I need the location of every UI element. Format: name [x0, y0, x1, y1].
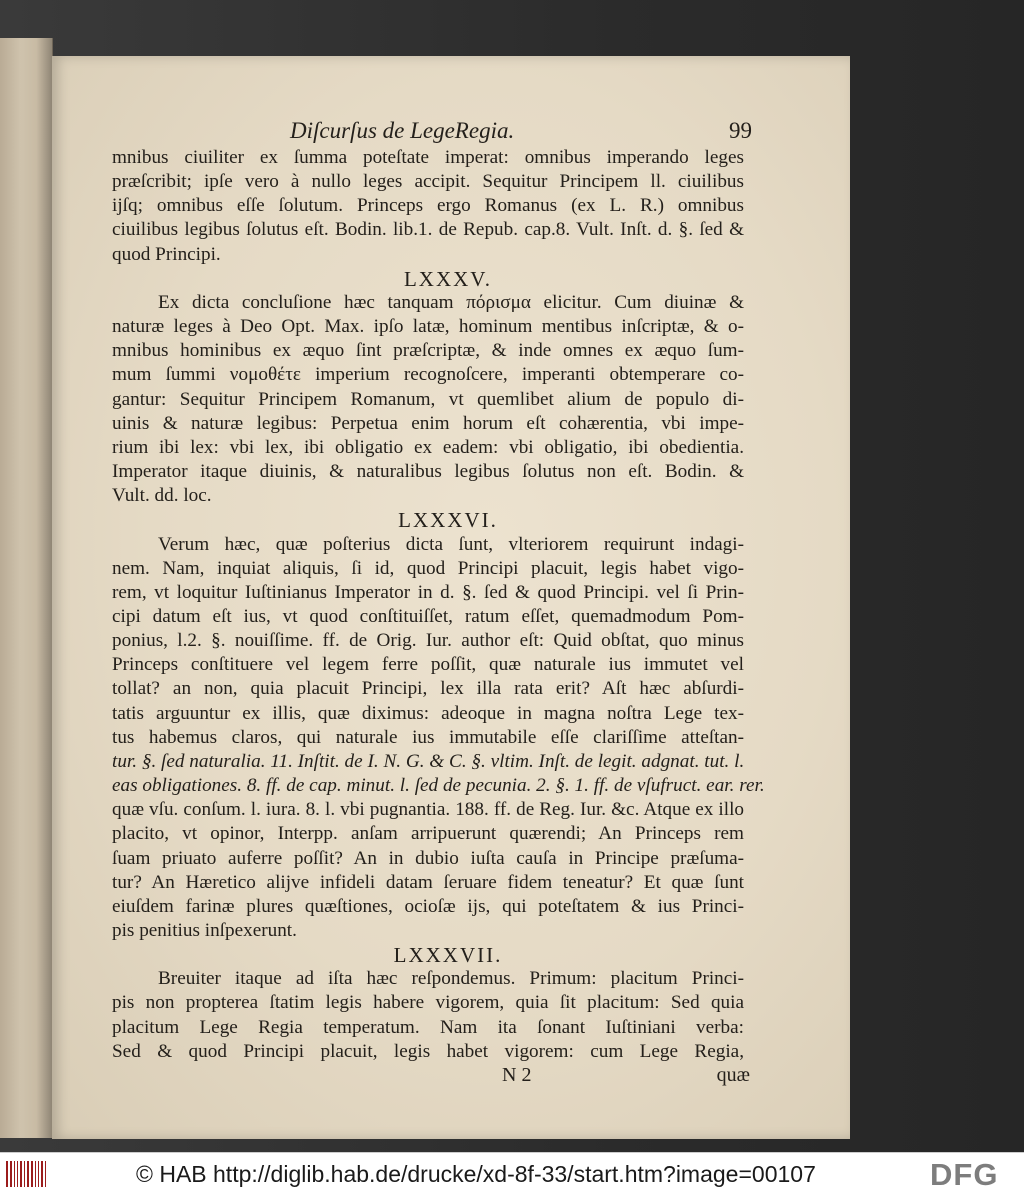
paragraph-2	[112, 291, 744, 508]
text-line: tus habemus claros, qui naturale ius immutabile eſſe clariſſime atteſtan-	[112, 726, 744, 748]
catchword: quæ	[716, 1063, 750, 1086]
book-page	[52, 56, 850, 1139]
text-line: Imperator itaque diuinis, & naturalibus legibus ſolutus non eſt. Bodin. &	[112, 461, 744, 483]
text-line: placito, vt opinor, Interpp. anſam arripuerunt quærendi; An Princeps rem	[112, 823, 744, 845]
text-line: placitum Lege Regia temperatum. Nam ita ſonant Iuſtiniani verba:	[112, 1016, 744, 1038]
paragraph-1	[112, 146, 744, 267]
text-line: uinis & naturæ legibus: Perpetua enim horum eſt cohærentia, vbi impe-	[112, 412, 744, 434]
page-number: 99	[729, 118, 752, 143]
text-line: rium ibi lex: vbi lex, ibi obligatio ex eadem: vbi obligatio, ibi obedientia.	[112, 436, 744, 458]
running-head	[112, 118, 752, 144]
text-line: tur? An Hæretico alijve infideli datam ſeruare fidem teneatur? Et quæ ſunt	[112, 871, 744, 893]
text-line: ciuilibus legibus ſolutus eſt. Bodin. lib.1. de Repub. cap.8. Vult. Inſt. d. §. ſed &	[112, 219, 744, 241]
text-line: quæ vſu. conſum. l. iura. 8. l. vbi pugnantia. 188. ff. de Reg. Iur. &c. Atque ex illo	[112, 799, 744, 821]
text-line: eiuſdem farinæ plures quæſtiones, ocioſæ ijs, qui poteſtatem & ius Princi-	[112, 895, 744, 917]
text-line: tollat? an non, quia placuit Principi, lex illa rata erit? Aſt hæc abſurdi-	[112, 678, 744, 700]
text-line: Ex dicta concluſione hæc tanquam πόρισμα elicitur. Cum diuinæ &	[158, 291, 744, 313]
dfg-logo: DFG	[930, 1157, 999, 1192]
section-heading-85: LXXXV.	[403, 266, 493, 291]
text-line: quod Principi.	[112, 243, 221, 265]
text-line: tur. §. ſed naturalia. 11. Inſtit. de I. N. G. & C. §. vltim. Inſt. de legit. adgnat. tut. l.	[112, 750, 745, 772]
page-text-block	[112, 118, 765, 1088]
text-line: ijſq; omnibus eſſe ſolutum. Princeps ergo Romanus (ex L. R.) omnibus	[112, 195, 744, 217]
section-heading-87: LXXXVII.	[393, 943, 503, 968]
paragraph-3	[112, 533, 765, 944]
text-line: pis non propterea ſtatim legis habere vigorem, quia ſit placitum: Sed quia	[112, 992, 744, 1014]
text-line: eas obligationes. 8. ff. de cap. minut. l. ſed de pecunia. 2. §. 1. ff. de vſufruct. ear. rer.	[112, 775, 765, 797]
text-line: nem. Nam, inquiat aliquis, ſi id, quod Principi placuit, legis habet vigo-	[112, 557, 744, 579]
text-line: præſcribit; ipſe vero à nullo leges accipit. Sequitur Principem ll. ciuilibus	[112, 171, 744, 193]
text-line: naturæ leges à Deo Opt. Max. ipſo latæ, hominum mentibus inſcriptæ, & o-	[112, 316, 744, 338]
source-link[interactable]: © HAB http://diglib.hab.de/drucke/xd-8f-33/start.htm?image=00107	[136, 1161, 816, 1187]
facing-page-edge	[0, 38, 53, 1138]
text-line: cipi datum eſt ius, vt quod conſtituiſſet, ratum eſſet, quemadmodum Pom-	[112, 605, 744, 627]
barcode-icon	[6, 1161, 46, 1187]
text-line: ponius, l.2. §. nouiſſime. ff. de Orig. Iur. author eſt: Quid obſtat, quo minus	[112, 630, 744, 652]
paragraph-4	[112, 967, 744, 1064]
text-line: rem, vt loquitur Iuſtinianus Imperator in d. §. ſed & quod Principi. vel ſi Prin-	[112, 581, 744, 603]
section-heading-86: LXXXVI.	[398, 508, 498, 533]
text-line: Sed & quod Principi placuit, legis habet vigorem: cum Lege Regia,	[112, 1040, 744, 1062]
signature-mark: N 2	[502, 1063, 532, 1086]
text-line: Princeps conſtituere vel legem ferre poſſit, quæ naturale ius immutet vel	[112, 654, 744, 676]
text-line: Breuiter itaque ad iſta hæc reſpondemus. Primum: placitum Princi-	[158, 968, 744, 990]
text-line: ſuam priuato auferre poſſit? An in dubio iuſta cauſa in Principe præſuma-	[112, 847, 744, 869]
viewer-footer-bar	[0, 1152, 1024, 1195]
running-title: Diſcurſus de LegeRegia.	[290, 118, 515, 143]
text-line: mnibus ciuiliter ex ſumma poteſtate imperat: omnibus imperando leges	[112, 147, 744, 168]
page-foot	[112, 1063, 750, 1088]
text-line: mum ſummi νομοθέτε imperium recognoſcere, imperanti obtemperare co-	[112, 364, 744, 386]
text-line: Verum hæc, quæ poſterius dicta ſunt, vlteriorem requirunt indagi-	[158, 533, 744, 555]
text-line: Vult. dd. loc.	[112, 485, 212, 507]
text-line: mnibus hominibus ex æquo ſint præſcriptæ, & inde omnes ex æquo ſum-	[112, 340, 744, 362]
text-line: pis penitius inſpexerunt.	[112, 920, 297, 941]
text-line: tatis arguuntur ex illis, quæ diximus: adeoque in magna noſtra Lege tex-	[112, 702, 744, 724]
text-line: gantur: Sequitur Principem Romanum, vt quemlibet alium de populo di-	[112, 388, 744, 410]
